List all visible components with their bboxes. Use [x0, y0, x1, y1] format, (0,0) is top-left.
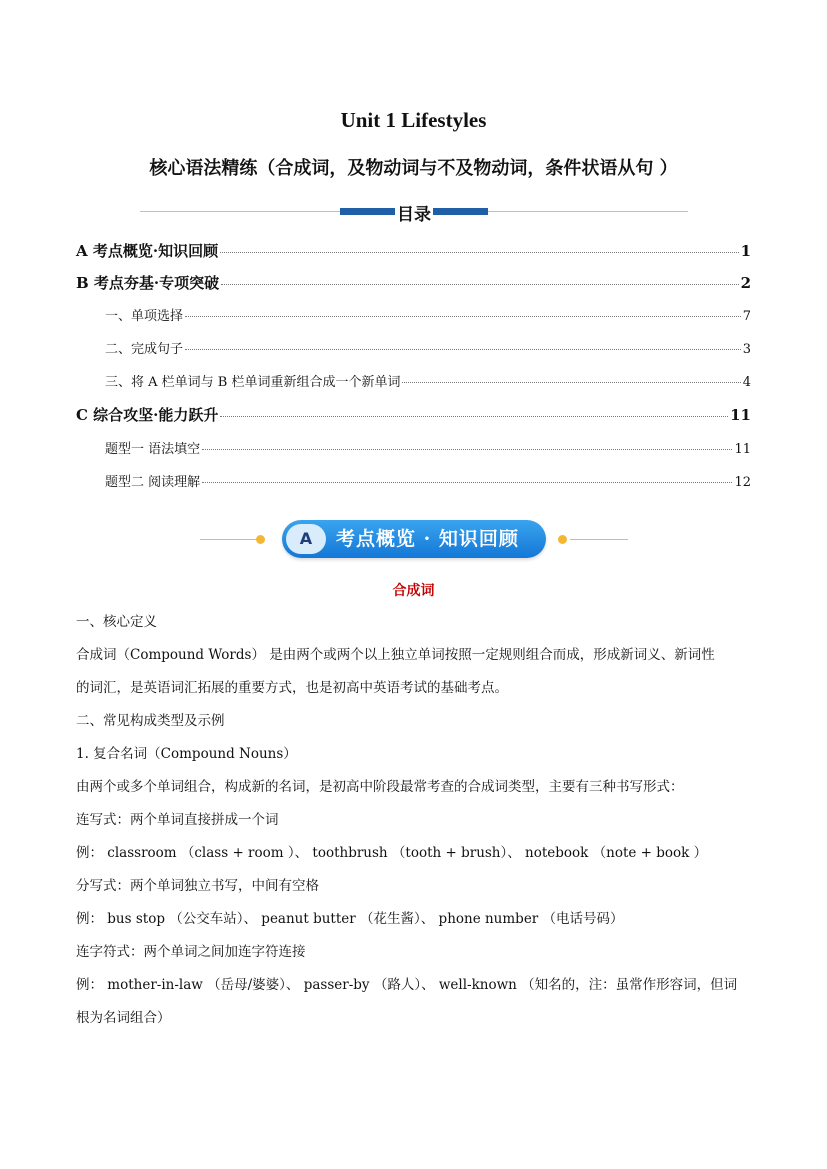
- toc-entry-label: A 考点概览·知识回顾: [76, 242, 219, 260]
- banner-dot-left: [256, 535, 265, 544]
- toc-entry[interactable]: [105, 471, 751, 491]
- banner-line-right: [570, 539, 628, 540]
- form-open: 分写式：两个单词独立书写，中间有空格: [76, 878, 319, 894]
- form-hyphenated: 连字符式：两个单词之间加连字符连接: [76, 944, 306, 960]
- toc-entry-label: C 综合攻坚·能力跃升: [76, 406, 219, 424]
- toc-entry[interactable]: [105, 338, 751, 358]
- example-line: 例： bus stop （公交车站）、 peanut butter （花生酱）、 phone number （电话号码）: [76, 911, 624, 927]
- toc-leader: [402, 382, 740, 383]
- example-line-continued: 根为名词组合）: [76, 1010, 171, 1026]
- toc-entry-page: 12: [734, 475, 751, 490]
- document-subtitle: 核心语法精练（合成词，及物动词与不及物动词，条件状语从句 ）: [149, 158, 678, 179]
- toc-entry[interactable]: [76, 404, 751, 424]
- example-line: 例： classroom （class + room ）、 toothbrush （tooth + brush）、 notebook （note + book ）: [76, 845, 708, 861]
- toc-heading-label: 目录: [397, 205, 431, 225]
- banner-letter: A: [286, 524, 326, 554]
- toc-entry-label: 题型二 阅读理解: [105, 475, 201, 490]
- toc-leader: [202, 449, 732, 450]
- toc-entry-page: 1: [740, 242, 751, 260]
- banner-title: 考点概览 · 知识回顾: [336, 528, 519, 550]
- toc-entry-page: 7: [742, 309, 751, 324]
- toc-leader: [185, 316, 741, 317]
- banner-dot-right: [558, 535, 567, 544]
- toc-entry[interactable]: [76, 272, 751, 292]
- form-closed: 连写式：两个单词直接拼成一个词: [76, 812, 279, 828]
- heading-types: 二、常见构成类型及示例: [76, 713, 225, 729]
- example-line: 例： mother-in-law （岳母/婆婆）、 passer-by （路人）、 well-known （知名的，注：虽常作形容词，但词: [76, 977, 738, 993]
- toc-leader: [185, 349, 741, 350]
- toc-leader: [221, 284, 738, 285]
- paragraph-line: 合成词（Compound Words） 是由两个或两个以上独立单词按照一定规则组合而成，形成新词义、新词性: [76, 647, 715, 663]
- toc-entry-page: 4: [742, 375, 751, 390]
- toc-entry[interactable]: [105, 438, 751, 458]
- toc-leader: [202, 482, 732, 483]
- section-title: 合成词: [392, 583, 435, 599]
- section-banner: [200, 518, 628, 562]
- toc-entry-page: 2: [740, 274, 751, 292]
- toc-entry-label: 三、将 A 栏单词与 B 栏单词重新组合成一个新单词: [105, 375, 401, 390]
- toc-entry-page: 3: [742, 342, 751, 357]
- toc-entry[interactable]: [76, 240, 751, 260]
- toc-leader: [220, 252, 738, 253]
- toc-entry-label: 一、单项选择: [105, 309, 184, 324]
- toc-leader: [220, 416, 728, 417]
- toc-heading: [140, 200, 688, 224]
- toc-entry[interactable]: [105, 305, 751, 325]
- paragraph-line: 由两个或多个单词组合，构成新的名词，是初高中阶段最常考查的合成词类型，主要有三种书写形式：: [76, 779, 684, 795]
- toc-entry-label: 题型一 语法填空: [105, 442, 201, 457]
- toc-entry[interactable]: [105, 371, 751, 391]
- toc-entry-page: 11: [730, 406, 751, 424]
- document-title: Unit 1 Lifestyles: [340, 108, 487, 132]
- paragraph-line: 的词汇，是英语词汇拓展的重要方式，也是初高中英语考试的基础考点。: [76, 680, 508, 696]
- toc-entry-label: B 考点夯基·专项突破: [76, 274, 220, 292]
- toc-entry-page: 11: [734, 442, 751, 457]
- subheading-compound-nouns: 1. 复合名词（Compound Nouns）: [76, 746, 297, 762]
- heading-definition: 一、核心定义: [76, 614, 157, 630]
- toc-entry-label: 二、完成句子: [105, 342, 184, 357]
- banner-line-left: [200, 539, 258, 540]
